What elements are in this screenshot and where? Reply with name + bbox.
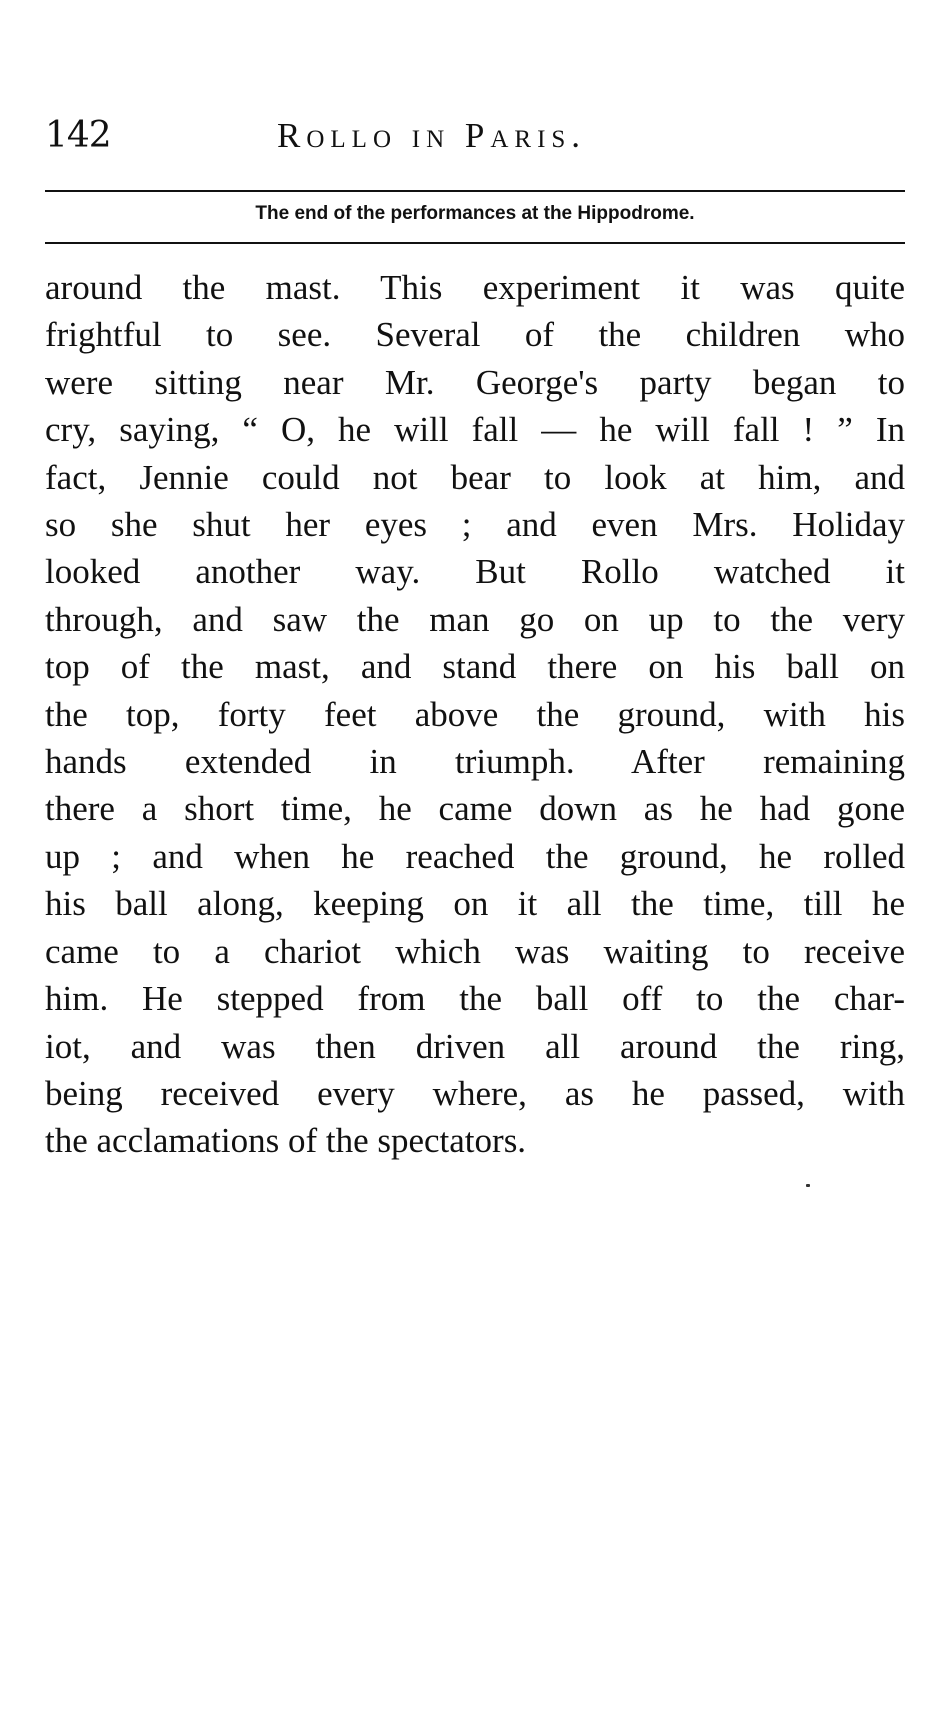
text-line: frightful to see. Several of the children who bbox=[45, 315, 905, 355]
text-line: top of the mast, and stand there on his ball on bbox=[45, 647, 905, 687]
text-line: up ; and when he reached the ground, he rolled bbox=[45, 836, 905, 876]
text-line: him. He stepped from the ball off to the char- bbox=[45, 979, 905, 1019]
text-line: his ball along, keeping on it all the time, till he bbox=[45, 884, 905, 924]
text-line: around the mast. This experiment it was quite bbox=[45, 268, 905, 307]
text-line: iot, and was then driven all around the ring, bbox=[45, 1026, 905, 1066]
text-line: there a short time, he came down as he had gone bbox=[45, 789, 905, 829]
text-line: the top, forty feet above the ground, with his bbox=[45, 694, 905, 734]
body-paragraph bbox=[45, 264, 905, 1165]
text-line: the acclamations of the spectators. bbox=[45, 1121, 527, 1161]
running-title: Rollo in Paris. bbox=[277, 116, 587, 155]
header-rule-top bbox=[45, 190, 905, 192]
page-number: 142 bbox=[45, 115, 111, 156]
text-line: were sitting near Mr. George's party began to bbox=[45, 362, 905, 402]
print-speck bbox=[806, 1184, 810, 1187]
text-line: came to a chariot which was waiting to receive bbox=[45, 931, 905, 971]
text-line: so she shut her eyes ; and even Mrs. Holiday bbox=[45, 505, 905, 545]
text-line: through, and saw the man go on up to the very bbox=[45, 599, 905, 639]
text-line: fact, Jennie could not bear to look at him, and bbox=[45, 457, 905, 497]
text-line: cry, saying, “ O, he will fall — he will fall ! ” In bbox=[45, 410, 905, 450]
text-line: hands extended in triumph. After remaining bbox=[45, 742, 905, 782]
text-line: looked another way. But Rollo watched it bbox=[45, 552, 905, 592]
text-line: being received every where, as he passed, with bbox=[45, 1073, 905, 1113]
chapter-caption: The end of the performances at the Hippodrome. bbox=[255, 203, 695, 224]
header-rule-bottom bbox=[45, 242, 905, 244]
running-head bbox=[45, 115, 905, 168]
